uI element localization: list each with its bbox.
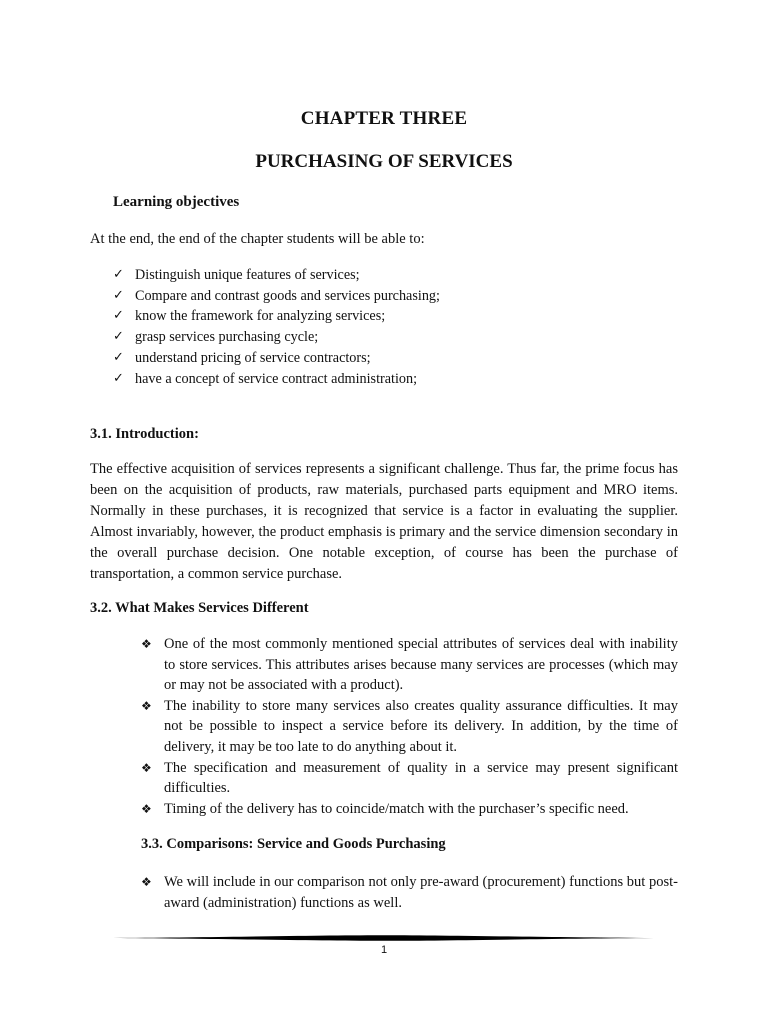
checkmark-icon: ✓ xyxy=(113,370,124,386)
section-heading-services-different: 3.2. What Makes Services Different xyxy=(90,600,309,616)
bullet-text: The inability to store many services also creates quality assurance difficulties. It may not be possible to inspect a service before its delivery. In addition, by the time of delivery, it may be too late to do anything about it. xyxy=(164,697,678,755)
comparisons-list xyxy=(141,872,678,914)
objective-text: Compare and contrast goods and services purchasing; xyxy=(135,287,440,304)
list-item xyxy=(141,799,678,820)
diamond-bullet-icon: ❖ xyxy=(141,801,152,816)
bullet-text: Timing of the delivery has to coincide/match with the purchaser’s specific need. xyxy=(164,800,629,817)
services-different-list xyxy=(141,634,678,819)
objective-text: know the framework for analyzing services; xyxy=(135,308,386,325)
list-item xyxy=(113,369,440,390)
learning-objectives-intro: At the end, the end of the chapter students will be able to: xyxy=(90,231,425,247)
section-heading-introduction: 3.1. Introduction: xyxy=(90,426,199,442)
list-item xyxy=(113,265,440,286)
list-item xyxy=(141,634,678,696)
list-item xyxy=(113,327,440,348)
checkmark-icon: ✓ xyxy=(113,287,124,303)
checkmark-icon: ✓ xyxy=(113,349,124,365)
list-item xyxy=(141,872,678,914)
checkmark-icon: ✓ xyxy=(113,308,124,324)
checkmark-icon: ✓ xyxy=(113,329,124,345)
introduction-paragraph: The effective acquisition of services represents a significant challenge. Thus far, the prime focus has been on the acquisition of products, raw materials, purchased parts equipment and MRO items. Normally in these purchases, it is recognized that service is a factor in evaluating the supplier. Almost invariably, however, the product emphasis is primary and the service dimension secondary in the overall purchase decision. One notable exception, of course has been the purchase of transportation, a common service purchase. xyxy=(90,461,678,582)
chapter-title: CHAPTER THREE xyxy=(300,108,468,129)
chapter-subtitle: PURCHASING OF SERVICES xyxy=(255,151,513,172)
footer-rule xyxy=(113,934,654,942)
checkmark-icon: ✓ xyxy=(113,267,124,282)
learning-objectives-heading: Learning objectives xyxy=(113,194,240,210)
list-item xyxy=(113,286,440,307)
diamond-bullet-icon: ❖ xyxy=(141,875,152,889)
list-item xyxy=(141,696,678,758)
page-number: 1 xyxy=(380,944,388,956)
list-item xyxy=(141,758,678,799)
objective-text: grasp services purchasing cycle; xyxy=(135,329,319,346)
bullet-text: The specification and measurement of quality in a service may present significant difficulties. xyxy=(164,759,678,797)
objective-text: Distinguish unique features of services; xyxy=(135,267,360,283)
section-heading-comparisons: 3.3. Comparisons: Service and Goods Purchasing xyxy=(141,836,446,852)
list-item xyxy=(113,348,440,369)
objectives-list xyxy=(113,265,440,389)
diamond-bullet-icon: ❖ xyxy=(141,760,152,775)
bullet-text: One of the most commonly mentioned special attributes of services deal with inability to store services. This attributes arises because many services are processes (which may or may not be associated with a product). xyxy=(164,636,678,694)
objective-text: understand pricing of service contractors; xyxy=(135,349,371,366)
objective-text: have a concept of service contract administration; xyxy=(135,370,418,387)
diamond-bullet-icon: ❖ xyxy=(141,637,152,651)
list-item xyxy=(113,306,440,327)
diamond-bullet-icon: ❖ xyxy=(141,698,152,713)
bullet-text: We will include in our comparison not only pre-award (procurement) functions but post-award (administration) functions as well. xyxy=(164,874,678,911)
